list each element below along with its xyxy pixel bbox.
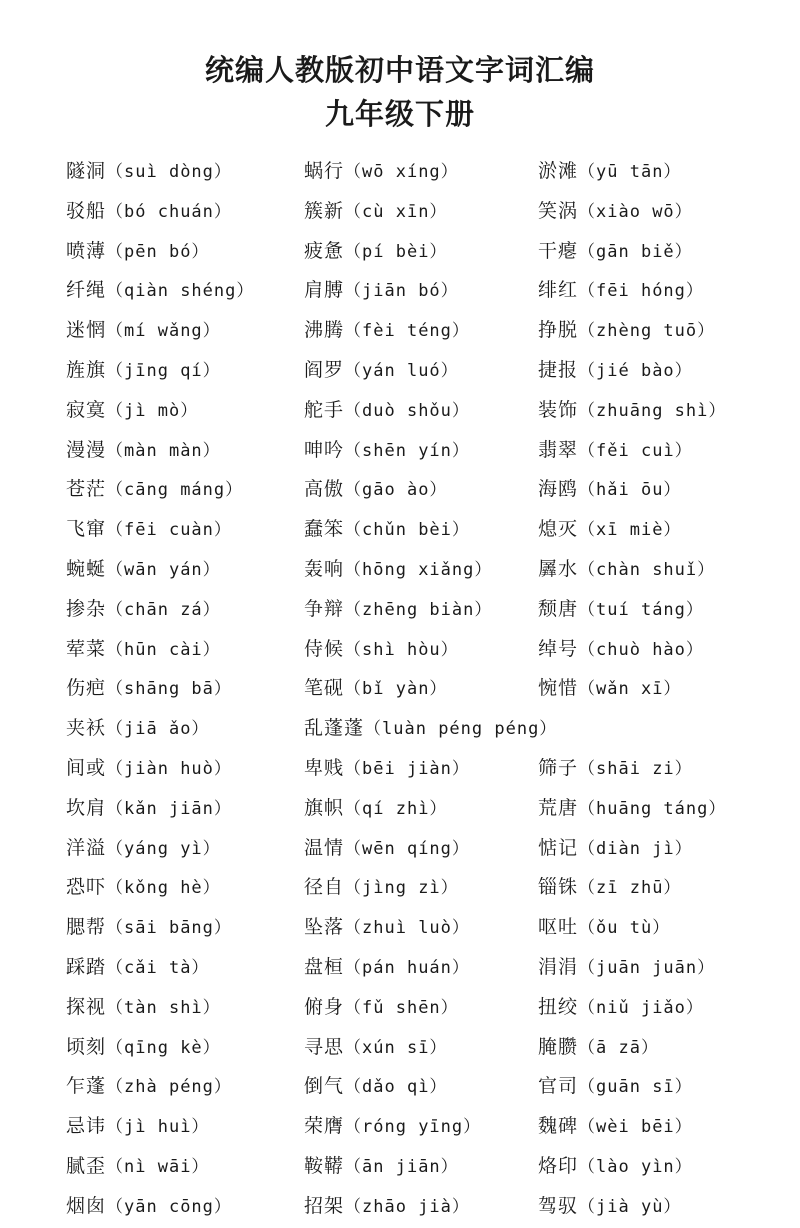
vocab-word: 顷刻: [66, 1035, 107, 1058]
vocab-pinyin: （pēn bó）: [106, 241, 210, 262]
vocab-entry: [66, 1187, 232, 1228]
vocab-pinyin: （diàn jì）: [578, 838, 693, 859]
vocab-entry: [538, 669, 681, 710]
vocab-row: [66, 1187, 786, 1227]
vocab-pinyin: （sāi bāng）: [106, 918, 232, 939]
vocab-word: 轰响: [304, 557, 345, 580]
vocab-word: 挣脱: [538, 319, 579, 342]
vocab-entry: [538, 749, 693, 790]
vocab-row: [66, 749, 786, 789]
vocab-entry: [538, 232, 693, 273]
vocab-pinyin: （chān zá）: [106, 599, 221, 620]
vocab-word: 漫漫: [66, 438, 107, 461]
vocab-entry: [304, 391, 470, 432]
vocab-word: 肩膊: [304, 279, 345, 302]
vocab-pinyin: （róng yīng）: [344, 1117, 482, 1138]
vocab-pinyin: （cāng máng）: [106, 480, 244, 501]
vocab-word: 扭绞: [538, 995, 579, 1018]
vocab-pinyin: （yán luó）: [344, 360, 459, 381]
vocab-word: 荤菜: [66, 637, 107, 660]
vocab-word: 涓涓: [538, 955, 579, 978]
vocab-pinyin: （pí bèi）: [344, 241, 448, 262]
vocab-pinyin: （zhēng biàn）: [344, 599, 493, 620]
vocab-word: 荒唐: [538, 796, 579, 819]
vocab-entry: [66, 311, 221, 352]
vocab-entry: [538, 192, 693, 233]
vocab-pinyin: （jìng zì）: [344, 878, 459, 899]
page-title: 统编人教版初中语文字词汇编: [204, 53, 595, 87]
vocab-word: 卑贱: [304, 756, 345, 779]
vocab-entry: [304, 470, 447, 511]
vocab-row: [66, 669, 786, 709]
vocab-entry: [304, 510, 470, 551]
vocab-pinyin: （cù xīn）: [344, 201, 448, 222]
vocab-pinyin: （wān yán）: [106, 559, 221, 580]
vocab-row: [66, 630, 786, 670]
vocab-pinyin: （ǒu tù）: [578, 918, 671, 939]
vocab-pinyin: （bó chuán）: [106, 201, 232, 222]
vocab-entry: [66, 948, 209, 989]
vocab-word: 掺杂: [66, 597, 107, 620]
vocab-pinyin: （jì mò）: [106, 400, 199, 421]
vocab-word: 寻思: [304, 1035, 345, 1058]
vocab-entry: [538, 152, 681, 193]
vocab-entry: [538, 988, 704, 1029]
vocab-row: [66, 789, 786, 829]
vocab-entry: [66, 391, 198, 432]
vocab-entry: [304, 192, 447, 233]
vocab-pinyin: （bǐ yàn）: [344, 679, 448, 700]
vocab-pinyin: （jì huì）: [106, 1117, 210, 1138]
vocab-entry: [304, 1147, 459, 1188]
vocab-word: 魏碑: [538, 1115, 579, 1138]
vocab-word: 探视: [66, 995, 107, 1018]
vocab-pinyin: （fēi cuàn）: [106, 520, 232, 541]
vocab-word: 淤滩: [538, 160, 579, 182]
vocab-word: 舵手: [304, 398, 345, 421]
vocab-entry: [66, 192, 232, 233]
vocab-word: 鞍鞯: [304, 1154, 345, 1177]
vocab-pinyin: （mí wǎng）: [106, 321, 221, 342]
vocab-word: 温情: [304, 836, 345, 859]
vocab-entry: [66, 908, 232, 949]
vocab-pinyin: （shāi zi）: [578, 758, 693, 779]
vocab-word: 绰号: [538, 637, 579, 660]
vocab-pinyin: （hōng xiǎng）: [344, 559, 493, 580]
vocab-word: 烟囱: [66, 1194, 107, 1217]
vocab-entry: [538, 829, 693, 870]
vocab-entry: [66, 749, 232, 790]
vocab-word: 锱铢: [538, 876, 579, 899]
vocab-pinyin: （tàn shì）: [106, 997, 221, 1018]
vocab-word: 筛子: [538, 756, 579, 779]
vocab-word: 羼水: [538, 557, 579, 580]
vocab-row: [66, 510, 786, 550]
vocab-pinyin: （wēn qíng）: [344, 838, 470, 859]
vocab-pinyin: （yān cōng）: [106, 1196, 232, 1217]
vocab-word: 隧洞: [66, 160, 107, 182]
vocab-word: 蜿蜒: [66, 557, 107, 580]
vocab-word: 腌臜: [538, 1035, 579, 1058]
vocab-entry: [66, 669, 232, 710]
vocab-entry: [304, 311, 470, 352]
vocab-word: 簇新: [304, 199, 345, 222]
vocab-pinyin: （chǔn bèi）: [344, 520, 470, 541]
vocab-entry: [304, 232, 447, 273]
vocab-word: 招架: [304, 1194, 345, 1217]
vocab-row: [66, 908, 786, 948]
vocab-pinyin: （shì hòu）: [344, 639, 459, 660]
vocab-entry: [66, 789, 232, 830]
vocab-pinyin: （qīng kè）: [106, 1037, 221, 1058]
vocab-entry: [304, 1107, 481, 1148]
vocab-word: 腻歪: [66, 1154, 107, 1177]
vocab-pinyin: （juān juān）: [578, 957, 716, 978]
vocab-pinyin: （xī miè）: [578, 520, 682, 541]
vocab-word: 寂寞: [66, 398, 107, 421]
vocab-pinyin: （tuí táng）: [578, 599, 704, 620]
vocab-pinyin: （wō xíng）: [344, 162, 459, 182]
vocab-row: [66, 1028, 786, 1068]
vocab-entry: [538, 1147, 693, 1188]
vocab-word: 迷惘: [66, 319, 107, 342]
vocab-entry: [538, 1067, 693, 1108]
vocab-entry: [304, 709, 557, 750]
vocab-pinyin: （yáng yì）: [106, 838, 221, 859]
vocab-pinyin: （jiā ǎo）: [106, 719, 210, 740]
vocab-entry: [538, 590, 704, 631]
vocab-word: 夹袄: [66, 717, 107, 740]
vocab-pinyin: （huāng táng）: [578, 798, 727, 819]
vocab-entry: [66, 152, 232, 193]
vocab-entry: [304, 948, 470, 989]
vocab-word: 蠢笨: [304, 518, 345, 541]
vocab-entry: [304, 152, 459, 193]
vocab-word: 惋惜: [538, 677, 579, 700]
vocab-entry: [304, 988, 459, 1029]
vocab-entry: [304, 590, 492, 631]
vocab-entry: [66, 550, 221, 591]
vocab-pinyin: （fěi cuì）: [578, 440, 693, 461]
vocab-entry: [304, 431, 470, 472]
vocab-entry: [66, 510, 232, 551]
vocab-pinyin: （zhuāng shì）: [578, 400, 727, 421]
vocab-pinyin: （guān sī）: [578, 1077, 693, 1098]
vocab-entry: [304, 908, 470, 949]
vocab-word: 苍茫: [66, 478, 107, 501]
vocab-word: 呕吐: [538, 916, 579, 939]
vocab-pinyin: （dǎo qì）: [344, 1077, 448, 1098]
vocab-row: [66, 152, 786, 192]
vocab-word: 呻吟: [304, 438, 345, 461]
vocab-word: 旗帜: [304, 796, 345, 819]
vocab-entry: [66, 988, 221, 1029]
vocab-word: 倒气: [304, 1075, 345, 1098]
vocab-entry: [304, 271, 459, 312]
vocab-row: [66, 988, 786, 1028]
vocab-entry: [304, 789, 447, 830]
vocab-pinyin: （yū tān）: [578, 162, 682, 182]
vocab-entry: [304, 351, 459, 392]
vocab-entry: [538, 1187, 681, 1228]
vocab-pinyin: （niǔ jiǎo）: [578, 997, 704, 1018]
vocab-entry: [304, 630, 459, 671]
vocab-word: 烙印: [538, 1154, 579, 1177]
vocab-pinyin: （gān biě）: [578, 241, 693, 262]
vocab-word: 俯身: [304, 995, 345, 1018]
vocab-word: 笑涡: [538, 199, 579, 222]
vocab-row: [66, 590, 786, 630]
vocab-entry: [538, 271, 704, 312]
vocab-row: [66, 271, 786, 311]
vocab-pinyin: （nì wāi）: [106, 1156, 210, 1177]
vocab-pinyin: （zhuì luò）: [344, 918, 470, 939]
vocab-pinyin: （wèi bēi）: [578, 1117, 693, 1138]
vocab-entry: [66, 1147, 209, 1188]
vocab-entry: [538, 510, 681, 551]
vocab-pinyin: （qí zhì）: [344, 798, 448, 819]
vocab-row: [66, 431, 786, 471]
vocab-entry: [304, 749, 470, 790]
vocab-entry: [538, 470, 681, 511]
vocab-entry: [66, 1107, 209, 1148]
vocab-row: [66, 709, 786, 749]
vocab-word: 间或: [66, 756, 107, 779]
vocab-entry: [538, 391, 726, 432]
vocab-pinyin: （pán huán）: [344, 957, 470, 978]
vocab-pinyin: （ā zā）: [578, 1037, 659, 1058]
vocab-word: 干瘪: [538, 239, 579, 262]
vocab-entry: [66, 431, 221, 472]
vocab-pinyin: （shāng bā）: [106, 679, 232, 700]
vocab-word: 沸腾: [304, 319, 345, 342]
vocab-word: 洋溢: [66, 836, 107, 859]
vocab-row: [66, 232, 786, 272]
vocab-pinyin: （zī zhū）: [578, 878, 682, 899]
vocab-entry: [538, 948, 715, 989]
vocab-word: 驾驭: [538, 1194, 579, 1217]
vocab-word: 蜗行: [304, 160, 345, 182]
vocab-pinyin: （jié bào）: [578, 360, 693, 381]
vocab-word: 驳船: [66, 199, 107, 222]
vocab-pinyin: （zhèng tuō）: [578, 321, 716, 342]
vocab-pinyin: （suì dòng）: [106, 162, 232, 182]
vocab-word: 忌讳: [66, 1115, 107, 1138]
vocab-entry: [66, 829, 221, 870]
vocab-pinyin: （shēn yín）: [344, 440, 470, 461]
vocab-word: 捷报: [538, 358, 579, 381]
vocab-word: 飞窜: [66, 518, 107, 541]
vocab-entry: [304, 1028, 447, 1069]
vocab-entry: [538, 550, 715, 591]
vocab-word: 坎肩: [66, 796, 107, 819]
vocab-pinyin: （jiàn huò）: [106, 758, 232, 779]
vocab-entry: [538, 1028, 659, 1069]
vocab-word: 旌旗: [66, 358, 107, 381]
vocab-pinyin: （kǒng hè）: [106, 878, 221, 899]
vocab-word: 踩踏: [66, 955, 107, 978]
vocab-entry: [304, 868, 459, 909]
vocab-pinyin: （xiào wō）: [578, 201, 693, 222]
vocab-entry: [538, 311, 715, 352]
vocab-grid: [66, 152, 786, 1227]
vocab-word: 纤绳: [66, 279, 107, 302]
vocab-entry: [304, 1187, 470, 1228]
vocab-pinyin: （chuò hào）: [578, 639, 704, 660]
vocab-entry: [538, 630, 704, 671]
vocab-entry: [66, 232, 209, 273]
vocab-row: [66, 351, 786, 391]
vocab-word: 争辩: [304, 597, 345, 620]
vocab-pinyin: （fèi téng）: [344, 321, 470, 342]
vocab-word: 坠落: [304, 916, 345, 939]
vocab-entry: [66, 868, 221, 909]
vocab-word: 荣膺: [304, 1115, 345, 1138]
vocab-row: [66, 1107, 786, 1147]
vocab-row: [66, 868, 786, 908]
vocab-pinyin: （màn màn）: [106, 440, 221, 461]
vocab-pinyin: （lào yìn）: [578, 1156, 693, 1177]
vocab-pinyin: （jiān bó）: [344, 281, 459, 302]
vocab-word: 熄灭: [538, 518, 579, 541]
vocab-row: [66, 550, 786, 590]
vocab-entry: [538, 789, 726, 830]
vocab-entry: [538, 1107, 693, 1148]
vocab-entry: [66, 1067, 232, 1108]
vocab-word: 乱蓬蓬: [304, 717, 365, 740]
vocab-word: 惦记: [538, 836, 579, 859]
vocab-entry: [66, 590, 221, 631]
vocab-word: 乍蓬: [66, 1075, 107, 1098]
vocab-pinyin: （kǎn jiān）: [106, 798, 232, 819]
vocab-word: 高傲: [304, 478, 345, 501]
vocab-word: 绯红: [538, 279, 579, 302]
vocab-pinyin: （jīng qí）: [106, 360, 221, 381]
vocab-word: 侍候: [304, 637, 345, 660]
vocab-entry: [538, 351, 693, 392]
vocab-pinyin: （bēi jiàn）: [344, 758, 470, 779]
vocab-row: [66, 829, 786, 869]
vocab-word: 海鸥: [538, 478, 579, 501]
page-subtitle: 九年级下册: [324, 97, 475, 131]
vocab-entry: [304, 669, 447, 710]
vocab-pinyin: （fēi hóng）: [578, 281, 704, 302]
vocab-pinyin: （gāo ào）: [344, 480, 448, 501]
vocab-word: 腮帮: [66, 916, 107, 939]
vocab-entry: [304, 550, 492, 591]
vocab-row: [66, 948, 786, 988]
vocab-pinyin: （luàn péng péng）: [364, 719, 558, 740]
vocab-word: 笔砚: [304, 677, 345, 700]
vocab-pinyin: （wǎn xī）: [578, 679, 682, 700]
vocab-pinyin: （ān jiān）: [344, 1156, 459, 1177]
vocab-word: 盘桓: [304, 955, 345, 978]
vocab-pinyin: （jià yù）: [578, 1196, 682, 1217]
vocab-pinyin: （zhà péng）: [106, 1077, 232, 1098]
vocab-entry: [66, 470, 243, 511]
vocab-entry: [66, 709, 209, 750]
vocab-word: 径自: [304, 876, 345, 899]
vocab-pinyin: （chàn shuǐ）: [578, 559, 716, 580]
vocab-pinyin: （hūn cài）: [106, 639, 221, 660]
vocab-entry: [66, 630, 221, 671]
vocab-entry: [304, 829, 470, 870]
vocab-entry: [66, 271, 254, 312]
vocab-entry: [538, 431, 693, 472]
title-block: [0, 48, 800, 136]
vocab-pinyin: （fǔ shēn）: [344, 997, 459, 1018]
vocab-entry: [66, 1028, 221, 1069]
vocab-word: 翡翠: [538, 438, 579, 461]
vocab-word: 官司: [538, 1075, 579, 1098]
vocab-word: 颓唐: [538, 597, 579, 620]
vocab-row: [66, 192, 786, 232]
vocab-word: 伤疤: [66, 677, 107, 700]
vocab-pinyin: （zhāo jià）: [344, 1196, 470, 1217]
vocab-entry: [538, 868, 681, 909]
vocab-pinyin: （hǎi ōu）: [578, 480, 682, 501]
vocab-pinyin: （cǎi tà）: [106, 957, 210, 978]
vocab-pinyin: （duò shǒu）: [344, 400, 470, 421]
vocab-row: [66, 1147, 786, 1187]
vocab-word: 喷薄: [66, 239, 107, 262]
vocab-pinyin: （qiàn shéng）: [106, 281, 255, 302]
vocab-word: 疲惫: [304, 239, 345, 262]
vocab-row: [66, 391, 786, 431]
vocab-row: [66, 470, 786, 510]
vocab-pinyin: （xún sī）: [344, 1037, 448, 1058]
vocab-row: [66, 311, 786, 351]
vocab-entry: [66, 351, 221, 392]
vocab-word: 装饰: [538, 398, 579, 421]
vocab-word: 恐吓: [66, 876, 107, 899]
vocab-entry: [538, 908, 670, 949]
vocab-word: 阎罗: [304, 358, 345, 381]
vocab-entry: [304, 1067, 447, 1108]
vocab-row: [66, 1067, 786, 1107]
